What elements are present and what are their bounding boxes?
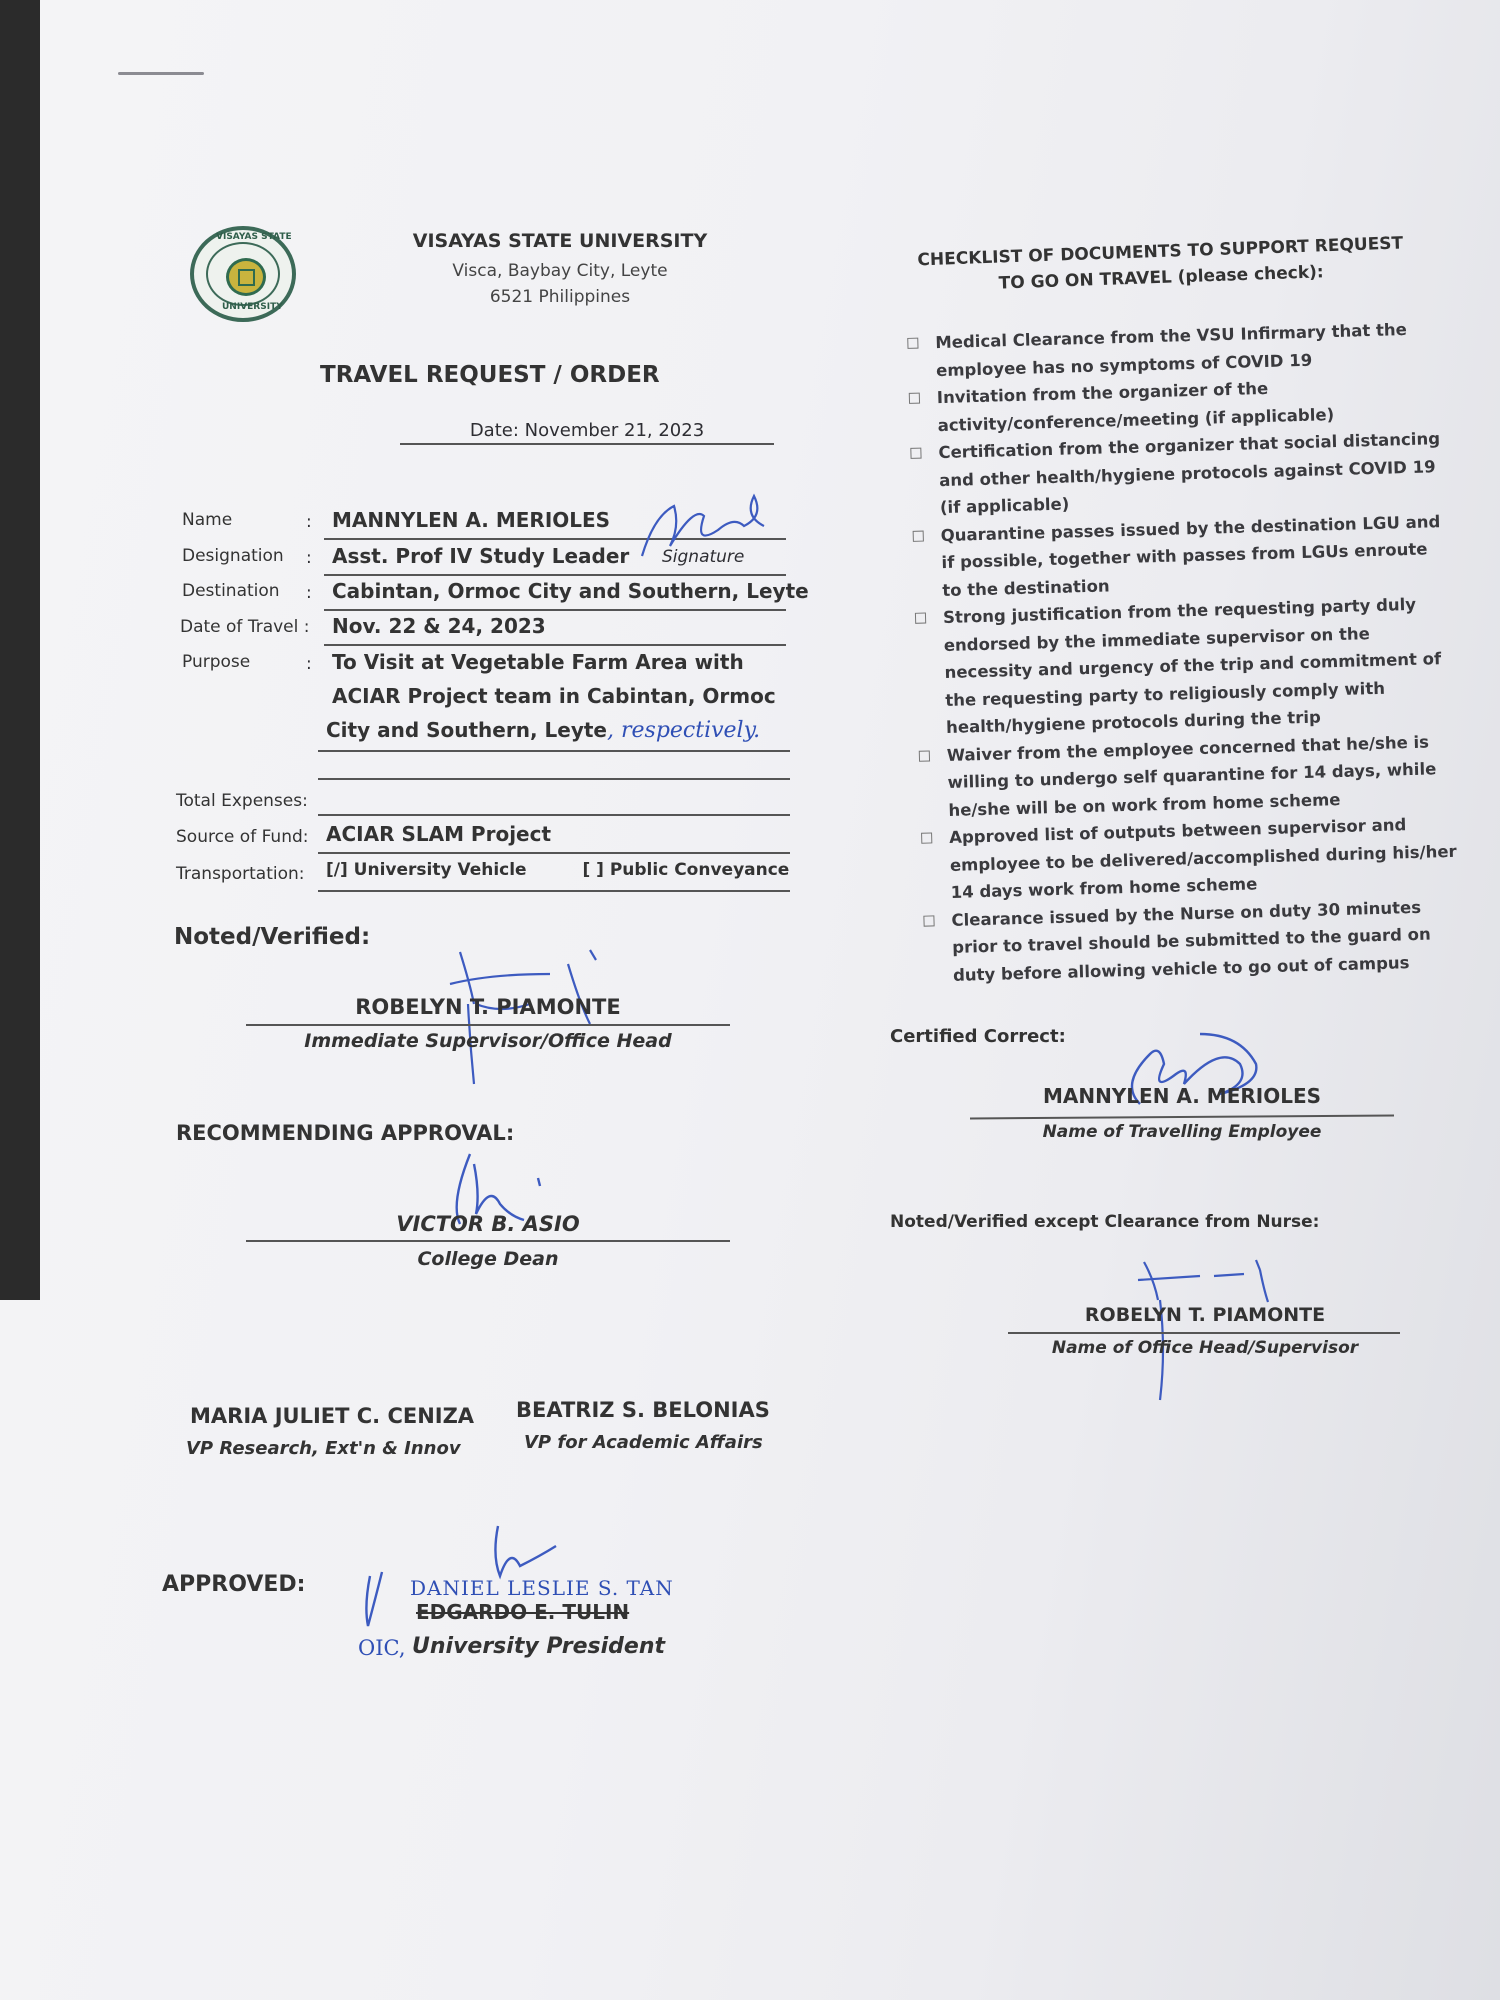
checkbox[interactable] xyxy=(907,338,918,349)
traveller-name: MANNYLEN A. MERIOLES xyxy=(1042,1084,1322,1108)
vp-research-name: MARIA JULIET C. CENIZA xyxy=(190,1404,475,1428)
checklist-item: Waiver from the employee concerned that he/she is willing to undergo self quarantine for 14 days, while he/she will be on work from home scheme xyxy=(917,727,1459,825)
blank-line xyxy=(318,778,790,780)
office-head-signature-line xyxy=(1008,1332,1400,1334)
destination-label: Destination xyxy=(182,581,280,601)
purpose-line-3 xyxy=(318,718,790,752)
designation-value: Asst. Prof IV Study Leader xyxy=(332,544,630,568)
date-of-travel-field xyxy=(324,614,786,646)
destination-field xyxy=(324,579,809,611)
office-head-signature xyxy=(1130,1250,1330,1410)
approved-heading: APPROVED: xyxy=(162,1572,306,1597)
transport-option-public-conveyance: [ ] Public Conveyance xyxy=(582,860,790,880)
purpose-label: Purpose xyxy=(182,652,251,672)
signature-label: Signature xyxy=(662,547,745,567)
president-title: University President xyxy=(412,1634,666,1659)
president-handwritten-name: DANIEL LESLIE S. TAN xyxy=(410,1576,674,1600)
supervisor-signature-line xyxy=(246,1024,730,1026)
date-of-travel-value: Nov. 22 & 24, 2023 xyxy=(332,614,546,638)
staple xyxy=(118,72,204,75)
certified-correct-heading: Certified Correct: xyxy=(890,1026,1066,1047)
checklist-heading-line-1: CHECKLIST OF DOCUMENTS TO SUPPORT REQUEST xyxy=(917,233,1404,271)
source-of-fund-value: ACIAR SLAM Project xyxy=(326,822,552,846)
checklist xyxy=(905,315,1463,990)
checklist-item: Invitation from the organizer of the activity/conference/meeting (if applicable) xyxy=(907,370,1448,440)
total-expenses-field xyxy=(318,788,790,816)
recommending-approval-heading: RECOMMENDING APPROVAL: xyxy=(176,1121,515,1145)
noted-verified-heading: Noted/Verified: xyxy=(174,924,371,950)
checklist-item: Certification from the organizer that social distancing and other health/hygiene protocols against COVID 19 (if applicable) xyxy=(908,425,1450,523)
purpose-handwritten: , respectively. xyxy=(607,718,761,743)
date-field xyxy=(400,420,774,445)
university-name: VISAYAS STATE UNIVERSITY xyxy=(412,230,708,252)
destination-value: Cabintan, Ormoc City and Southern, Leyte xyxy=(332,579,809,603)
transportation-field xyxy=(318,860,790,892)
name-label: Name xyxy=(182,510,233,530)
date-of-travel-label: Date of Travel : xyxy=(180,617,310,637)
checklist-item: Strong justification from the requesting party duly endorsed by the immediate supervisor on the necessity and urgency of the trip and commitment of the requesting party to religiously comply with health/hygiene protocols during the trip xyxy=(913,590,1457,743)
office-head-title: Name of Office Head/Supervisor xyxy=(1051,1338,1359,1358)
office-head-name: ROBELYN T. PIAMONTE xyxy=(1084,1304,1326,1326)
checkbox[interactable] xyxy=(909,393,920,404)
date-label: Date: xyxy=(469,420,519,441)
checklist-item: Quarantine passes issued by the destination LGU and if possible, together with passes from LGUs enroute to the destination xyxy=(910,507,1452,605)
noted-except-nurse-heading: Noted/Verified except Clearance from Nurse: xyxy=(890,1212,1320,1232)
seal-text-bottom: UNIVERSITY xyxy=(222,302,283,312)
president-name-struck: EDGARDO E. TULIN xyxy=(416,1600,630,1624)
university-address xyxy=(300,258,820,310)
purpose-line-2: ACIAR Project team in Cabintan, Ormoc xyxy=(332,684,776,708)
requester-signature xyxy=(634,486,784,566)
checklist-item: Approved list of outputs between supervisor and employee to be delivered/accomplished during his/her 14 days work from home scheme xyxy=(919,810,1461,908)
seal-text-top: VISAYAS STATE xyxy=(216,232,292,242)
source-of-fund-label: Source of Fund: xyxy=(176,827,309,847)
supervisor-signature xyxy=(440,944,640,1094)
address-line-2: 6521 Philippines xyxy=(489,287,631,307)
name-value: MANNYLEN A. MERIOLES xyxy=(332,508,611,532)
total-expenses-label: Total Expenses: xyxy=(176,791,308,811)
president-oic-handwritten: OIC, xyxy=(358,1636,406,1660)
purpose-line-3-text: City and Southern, Leyte xyxy=(326,718,607,742)
checklist-item: Clearance issued by the Nurse on duty 30 minutes prior to travel should be submitted to the guard on duty before allowing vehicle to go out of campus xyxy=(921,892,1463,990)
checklist-item: Medical Clearance from the VSU Infirmary that the employee has no symptoms of COVID 19 xyxy=(905,315,1446,385)
checkbox[interactable] xyxy=(919,750,930,761)
dean-title: College Dean xyxy=(417,1248,559,1270)
university-seal xyxy=(190,226,296,322)
date-value: November 21, 2023 xyxy=(524,420,705,441)
dean-signature-line xyxy=(246,1240,730,1242)
traveller-title: Name of Travelling Employee xyxy=(1042,1122,1322,1142)
checkbox[interactable] xyxy=(923,915,934,926)
address-line-1: Visca, Baybay City, Leyte xyxy=(452,261,668,281)
checkbox[interactable] xyxy=(913,530,924,541)
transportation-label: Transportation: xyxy=(176,864,305,884)
vp-academic-name: BEATRIZ S. BELONIAS xyxy=(516,1398,770,1422)
underlying-page-edge xyxy=(0,1300,40,2000)
designation-label: Designation xyxy=(182,546,284,566)
vp-academic-title: VP for Academic Affairs xyxy=(524,1432,763,1453)
supervisor-title: Immediate Supervisor/Office Head xyxy=(304,1030,672,1052)
checklist-heading-line-2: TO GO ON TRAVEL (please check): xyxy=(998,262,1324,294)
checkbox[interactable] xyxy=(915,613,926,624)
transport-option-university-vehicle: [/] University Vehicle xyxy=(326,860,527,880)
checkbox[interactable] xyxy=(921,832,932,843)
checkbox[interactable] xyxy=(910,448,921,459)
source-of-fund-field xyxy=(318,822,790,854)
dean-name: VICTOR B. ASIO xyxy=(396,1212,580,1236)
supervisor-name: ROBELYN T. PIAMONTE xyxy=(355,995,621,1019)
purpose-line-1: To Visit at Vegetable Farm Area with xyxy=(332,650,744,674)
vp-research-title: VP Research, Ext'n & Innov xyxy=(186,1438,461,1459)
form-title: TRAVEL REQUEST / ORDER xyxy=(320,362,660,388)
